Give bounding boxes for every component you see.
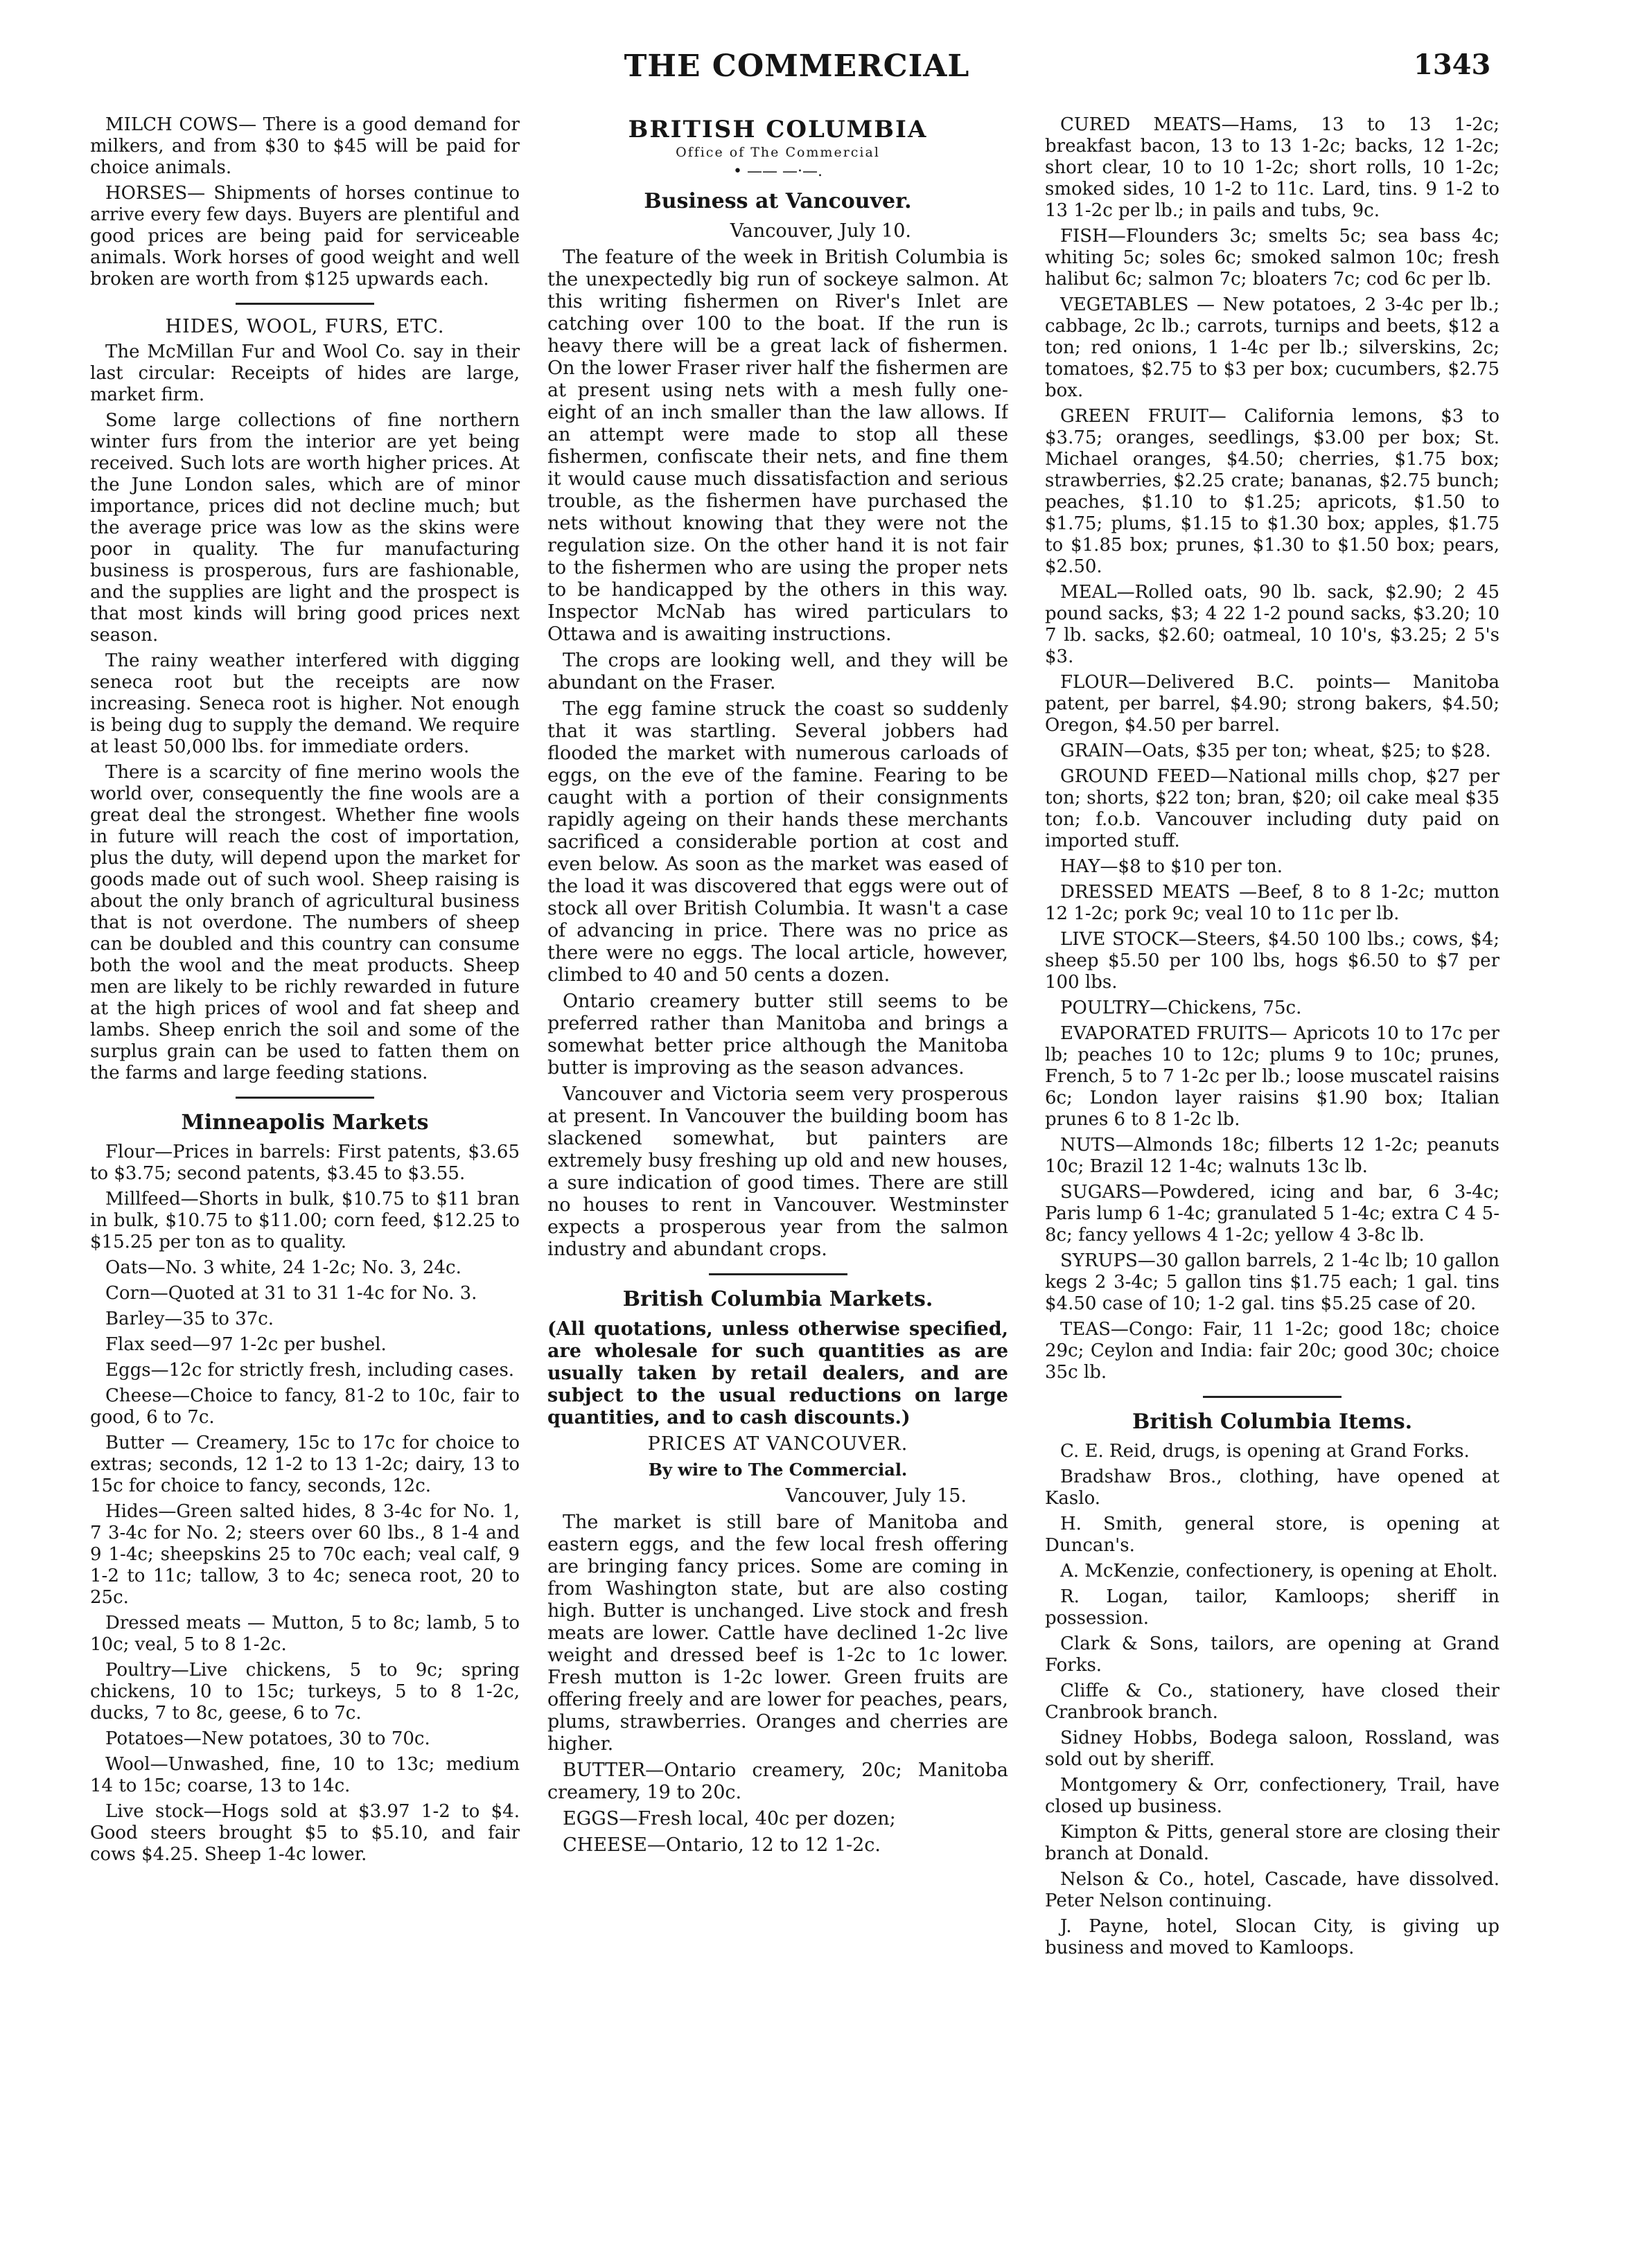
section-heading: British Columbia Items. bbox=[1132, 1410, 1413, 1434]
market-item: Millfeed—Shorts in bulk, $10.75 to $11 bran in bulk, $10.75 to $11.00; corn feed, $12.25 to $15.25 per ton as to quality. bbox=[90, 1189, 520, 1252]
market-item: Flax seed—97 1-2c per bushel. bbox=[105, 1334, 387, 1355]
paragraph: The market is still bare of Manitoba and eastern eggs, and the few local fresh offering are bringing fancy prices. Some are coming in from Washington state, but are also costing high. Butter is unchanged. Live stock and fresh meats are lower. Cattle have declined 1-2c live weight and dressed beef is 1-2c to 1c lower. Fresh mutton is 1-2c lower. Green fruits are offering freely and are lower for peaches, pears, plums, strawberries. Oranges and cherries are higher. bbox=[547, 1512, 1008, 1755]
news-item: Montgomery & Orr, confectionery, Trail, have closed up business. bbox=[1045, 1775, 1499, 1817]
divider bbox=[236, 1097, 374, 1099]
market-item: SUGARS—Powdered, icing and bar, 6 3-4c; Paris lump 6 1-4c; granulated 5 1-4c; extra C 4 5-8c; fancy yellows 4 1-2c; yellow 4 3-8c lb. bbox=[1045, 1182, 1499, 1246]
column-middle bbox=[547, 114, 1008, 2213]
market-item: LIVE STOCK—Steers, $4.50 100 lbs.; cows, $4; sheep $5.50 per 100 lbs, hogs $6.50 to $7 per 100 lbs. bbox=[1045, 929, 1499, 993]
newspaper-title: THE COMMERCIAL bbox=[624, 48, 970, 84]
paragraph: MILCH COWS— There is a good demand for milkers, and from $30 to $45 will be paid for choice animals. bbox=[90, 114, 520, 178]
market-item: FLOUR—Delivered B.C. points— Manitoba patent, per barrel, $4.90; strong bakers, $4.50; Oregon, $4.50 per barrel. bbox=[1045, 672, 1499, 736]
market-item: GREEN FRUIT— California lemons, $3 to $3.75; oranges, seedlings, $3.00 per box; St. Michael oranges, $4.50; cherries, $1.75 box; strawberries, $2.25 crate; bananas, $2.75 bunch; peaches, $1.10 to $1.25; apricots, $1.50 to $1.75; plums, $1.15 to $1.30 box; apples, $1.75 to $1.85 box; prunes, $1.30 to $1.50 box; pears, $2.50. bbox=[1045, 406, 1499, 577]
market-item: DRESSED MEATS —Beef, 8 to 8 1-2c; mutton 12 1-2c; pork 9c; veal 10 to 11c per lb. bbox=[1045, 882, 1499, 924]
market-item: Corn—Quoted at 31 to 31 1-4c for No. 3. bbox=[105, 1283, 477, 1304]
market-item: MEAL—Rolled oats, 90 lb. sack, $2.90; 2 45 pound sacks, $3; 4 22 1-2 pound sacks, $3.20; 10 7 lb. sacks, $2.60; oatmeal, 10 10's, $3.25; 2 5's $3. bbox=[1045, 582, 1499, 667]
market-item: TEAS—Congo: Fair, 11 1-2c; good 18c; choice 29c; Ceylon and India: fair 20c; good 30c; choice 35c lb. bbox=[1045, 1319, 1499, 1383]
market-item: EVAPORATED FRUITS— Apricots 10 to 17c per lb; peaches 10 to 12c; plums 9 to 10c; prunes, French, 5 to 7 1-2c per lb.; loose muscatel raisins 6c; London layer raisins $1.90 box; Italian prunes 6 to 8 1-2c lb. bbox=[1045, 1023, 1499, 1130]
news-item: Kimpton & Pitts, general store are closing their branch at Donald. bbox=[1045, 1822, 1499, 1864]
market-item: BUTTER—Ontario creamery, 20c; Manitoba creamery, 19 to 20c. bbox=[547, 1760, 1008, 1803]
paragraph: There is a scarcity of fine merino wools the world over, consequently the fine wools are a great deal the strongest. Whether fine wools in future will reach the cost of importation, plus the duty, will depend upon the market for goods made out of such wool. Sheep raising is about the only branch of agricultural business that is not overdone. The numbers of sheep can be doubled and this country can consume both the wool and the meat products. Sheep men are likely to be richly rewarded in future at the high prices of wool and fat sheep and lambs. Sheep enrich the soil and some of the surplus grain can be used to fatten them on the farms and large feeding stations. bbox=[90, 762, 520, 1083]
article-heading: Business at Vancouver. bbox=[644, 189, 912, 213]
dateline: Vancouver, July 10. bbox=[730, 220, 911, 242]
market-item: Butter — Creamery, 15c to 17c for choice to extras; seconds, 12 1-2 to 13 1-2c; dairy, 13 to 15c for choice to fancy, seconds, 12c. bbox=[90, 1433, 520, 1496]
quotation-note: (All quotations, unless otherwise specified, are wholesale for such quantities as are usually taken by retail dealers, and are subject to the usual reductions on large quantities, and to cash discounts.) bbox=[547, 1318, 1008, 1428]
market-item: Oats—No. 3 white, 24 1-2c; No. 3, 24c. bbox=[105, 1257, 461, 1278]
paragraph: Ontario creamery butter still seems to be preferred rather than Manitoba and brings a somewhat better price although the Manitoba butter is improving as the season advances. bbox=[547, 991, 1008, 1079]
market-item: VEGETABLES — New potatoes, 2 3-4c per lb.; cabbage, 2c lb.; carrots, turnips and beets, $12 a ton; red onions, 1 1-4c per lb.; silverskins, 2c; tomatoes, $2.75 to $3 per box; cucumbers, $2.75 box. bbox=[1045, 294, 1499, 401]
prices-heading: PRICES AT VANCOUVER. bbox=[647, 1433, 908, 1455]
news-item: H. Smith, general store, is opening at Duncan's. bbox=[1045, 1514, 1499, 1556]
paragraph: The feature of the week in British Columbia is the unexpectedly big run of sockeye salmon. At this writing fishermen on River's Inlet are catching over 100 to the boat. If the run is heavy there will be a great lack of fishermen. On the lower Fraser river half the fishermen are at present using nets with a mesh fully one-eight of an inch smaller than the law allows. If an attempt were made to stop all these fishermen, confiscate their nets, and fine them it would cause much dissatisfaction and serious trouble, as the fishermen have purchased the nets without knowing that they were not the regulation size. On the other hand it is not fair to the fishermen who are using the proper nets to be handicapped by the others in this way. Inspector McNab has wired particulars to Ottawa and is awaiting instructions. bbox=[547, 247, 1008, 645]
market-item: FISH—Flounders 3c; smelts 5c; sea bass 4c; whiting 5c; soles 6c; smoked salmon 10c; fresh halibut 6c; salmon 7c; bloaters 7c; cod 6c per lb. bbox=[1045, 226, 1499, 290]
news-item: Cliffe & Co., stationery, have closed their Cranbrook branch. bbox=[1045, 1681, 1499, 1723]
news-item: Bradshaw Bros., clothing, have opened at Kaslo. bbox=[1045, 1467, 1499, 1509]
paragraph: Vancouver and Victoria seem very prosperous at present. In Vancouver the building boom has slackened somewhat, but painters are extremely busy freshing up old and new houses, a sure indication of good times. There are still no houses to rent in Vancouver. Westminster expects a prosperous year from the salmon industry and abundant crops. bbox=[547, 1083, 1008, 1260]
market-item: GRAIN—Oats, $35 per ton; wheat, $25; to $28. bbox=[1060, 741, 1491, 761]
market-item: NUTS—Almonds 18c; filberts 12 1-2c; peanuts 10c; Brazil 12 1-4c; walnuts 13c lb. bbox=[1045, 1135, 1499, 1177]
market-item: Barley—35 to 37c. bbox=[105, 1309, 274, 1329]
news-item: R. Logan, tailor, Kamloops; sheriff in possession. bbox=[1045, 1586, 1499, 1629]
section-heading: Minneapolis Markets bbox=[181, 1110, 429, 1135]
section-heading: BRITISH COLUMBIA bbox=[628, 116, 928, 143]
ornament: • —— —·—. bbox=[733, 163, 823, 180]
divider bbox=[236, 303, 374, 305]
market-item: Flour—Prices in barrels: First patents, $3.65 to $3.75; second patents, $3.45 to $3.55. bbox=[90, 1142, 520, 1184]
market-item: SYRUPS—30 gallon barrels, 2 1-4c lb; 10 gallon kegs 2 3-4c; 5 gallon tins $1.75 each; 1 gal. tins $4.50 case of 10; 1-2 gal. tins $5.25 case of 20. bbox=[1045, 1250, 1499, 1314]
news-item: Nelson & Co., hotel, Cascade, have dissolved. Peter Nelson continuing. bbox=[1045, 1869, 1499, 1911]
byline: By wire to The Commercial. bbox=[648, 1460, 908, 1480]
market-item: GROUND FEED—National mills chop, $27 per ton; shorts, $22 ton; bran, $20; oil cake meal $35 ton; f.o.b. Vancouver including duty paid on imported stuff. bbox=[1045, 766, 1499, 851]
market-item: Cheese—Choice to fancy, 81-2 to 10c, fair to good, 6 to 7c. bbox=[90, 1385, 520, 1428]
market-item: HAY—$8 to $10 per ton. bbox=[1060, 856, 1283, 877]
paragraph: The McMillan Fur and Wool Co. say in their last circular: Receipts of hides are large, market firm. bbox=[90, 342, 520, 405]
paragraph: HORSES— Shipments of horses continue to arrive every few days. Buyers are plentiful and good prices are being paid for serviceable animals. Work horses of good weight and well broken are worth from $125 upwards each. bbox=[90, 183, 520, 290]
market-item: EGGS—Fresh local, 40c per dozen; bbox=[563, 1808, 896, 1830]
market-item: Dressed meats — Mutton, 5 to 8c; lamb, 5 to 10c; veal, 5 to 8 1-2c. bbox=[90, 1613, 520, 1655]
column-left bbox=[90, 114, 520, 2213]
section-heading: British Columbia Markets. bbox=[622, 1287, 933, 1311]
news-item: C. E. Reid, drugs, is opening at Grand Forks. bbox=[1060, 1441, 1470, 1462]
market-item: Hides—Green salted hides, 8 3-4c for No. 1, 7 3-4c for No. 2; steers over 60 lbs., 8 1-4 and 9 1-4c; sheepskins 25 to 70c each; veal calf, 9 1-2 to 11c; tallow, 3 to 4c; seneca root, 20 to 25c. bbox=[90, 1501, 520, 1608]
news-item: Clark & Sons, tailors, are opening at Grand Forks. bbox=[1045, 1633, 1499, 1676]
market-item: Eggs—12c for strictly fresh, including cases. bbox=[105, 1360, 515, 1381]
divider bbox=[709, 1273, 847, 1275]
divider bbox=[1203, 1396, 1342, 1398]
market-item: Live stock—Hogs sold at $3.97 1-2 to $4. Good steers brought $5 to $5.10, and fair cows $4.25. Sheep 1-4c lower. bbox=[90, 1801, 520, 1865]
news-item: Sidney Hobbs, Bodega saloon, Rossland, was sold out by sheriff. bbox=[1045, 1728, 1499, 1770]
paragraph: Some large collections of fine northern winter furs from the interior are yet being received. Such lots are worth higher prices. At the June London sales, which are of minor importance, prices did not decline much; but the average price was low as the skins were poor in quality. The fur manufacturing business is prosperous, furs are fashionable, and the supplies are light and the prospect is that most kinds will bring good prices next season. bbox=[90, 410, 520, 646]
market-item: Potatoes—New potatoes, 30 to 70c. bbox=[105, 1728, 430, 1749]
dateline: Vancouver, July 15. bbox=[785, 1485, 967, 1507]
section-heading: HIDES, WOOL, FURS, ETC. bbox=[165, 316, 445, 337]
news-item: A. McKenzie, confectionery, is opening at Eholt. bbox=[1060, 1561, 1498, 1582]
market-item: POULTRY—Chickens, 75c. bbox=[1060, 998, 1302, 1018]
market-item: Wool—Unwashed, fine, 10 to 13c; medium 14 to 15c; coarse, 13 to 14c. bbox=[90, 1754, 520, 1796]
paragraph: The egg famine struck the coast so suddenly that it was startling. Several jobbers had flooded the market with numerous carloads of eggs, on the eve of the famine. Fearing to be caught with a portion of their consignments rapidly ageing on their hands these merchants sacrificed a considerable portion at cost and even below. As soon as the market was eased of the load it was discovered that eggs were out of stock all over British Columbia. It wasn't a case of advancing in price. There was no price as there were no eggs. The local article, however, climbed to 40 and 50 cents a dozen. bbox=[547, 698, 1008, 986]
column-right bbox=[1045, 114, 1499, 2213]
paragraph: The rainy weather interfered with digging seneca root but the receipts are now increasing. Seneca root is higher. Not enough is being dug to supply the demand. We require at least 50,000 lbs. for immediate orders. bbox=[90, 650, 520, 757]
page-number: 1343 bbox=[1414, 48, 1491, 81]
market-item: CURED MEATS—Hams, 13 to 13 1-2c; breakfast bacon, 13 to 13 1-2c; backs, 12 1-2c; short clear, 10 to 10 1-2c; short rolls, 10 1-2c; smoked sides, 10 1-2 to 11c. Lard, tins. 9 1-2 to 13 1-2c per lb.; in pails and tubs, 9c. bbox=[1045, 114, 1499, 221]
news-item: J. Payne, hotel, Slocan City, is giving up business and moved to Kamloops. bbox=[1045, 1916, 1499, 1958]
market-item: CHEESE—Ontario, 12 to 12 1-2c. bbox=[563, 1834, 881, 1856]
market-item: Poultry—Live chickens, 5 to 9c; spring chickens, 10 to 15c; turkeys, 5 to 8 1-2c, ducks, 7 to 8c, geese, 6 to 7c. bbox=[90, 1660, 520, 1724]
page-header bbox=[0, 48, 1636, 97]
section-subheading: Office of The Commercial bbox=[676, 145, 880, 160]
paragraph: The crops are looking well, and they will be abundant on the Fraser. bbox=[547, 650, 1008, 693]
